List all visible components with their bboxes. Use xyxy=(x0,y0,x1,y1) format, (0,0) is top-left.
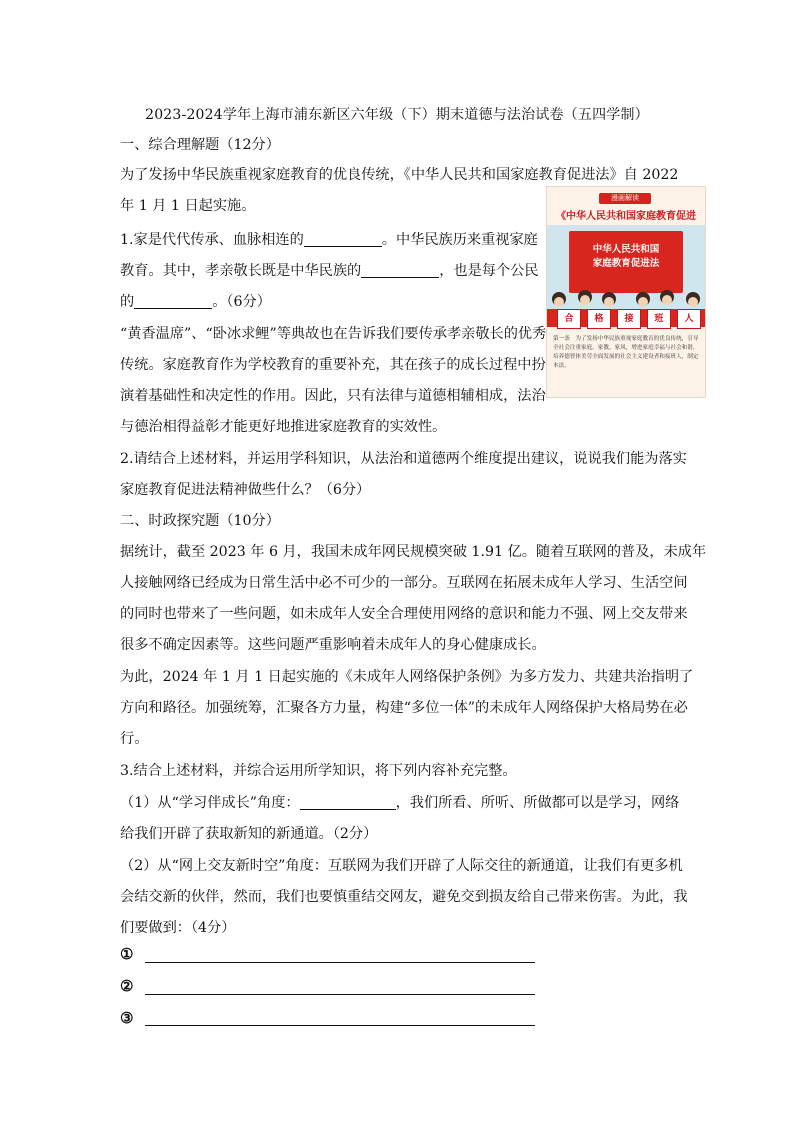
paragraph-line: 人接触网络已经成为日常生活中必不可少的一部分。互联网在拓展未成年人学习、生活空间 xyxy=(120,575,688,591)
paragraph-line: 很多不确定因素等。这些问题严重影响着未成年人的身心健康成长。 xyxy=(120,637,546,653)
flag-line-1: 中华人民共和国 xyxy=(592,244,660,255)
poster-plaque: 人 xyxy=(677,309,701,329)
poster-caption: 第一条 为了发扬中华民族重视家庭教育的优良传统，引导全社会注重家庭、家教、家风，增进家庭幸福与社会和谐，培养德智体美劳全面发展的社会主义建设者和接班人，制定本法。 xyxy=(553,336,699,369)
poster-title: 《中华人民共和国家庭教育促进 xyxy=(556,211,696,222)
paragraph-line: 演着基础性和决定性的作用。因此，只有法律与道德相辅相成，法治 xyxy=(120,388,546,404)
question-3-2-line: 会结交新的伙伴，然而，我们也要慎重结交网友，避免交到损友给自己带来伤害。为此，我 xyxy=(120,889,688,905)
paragraph-line: 年 1 月 1 日起实施。 xyxy=(120,198,256,214)
poster-plaque: 班 xyxy=(647,309,671,329)
question-1-line-2 xyxy=(120,260,539,280)
paragraph-line: 为此，2024 年 1 月 1 日起实施的《未成年人网络保护条例》为多方发力、共建共治指明了 xyxy=(120,669,694,685)
paragraph-line: 行。 xyxy=(120,731,149,747)
paragraph-line: 据统计，截至 2023 年 6 月，我国未成年网民规模突破 1.91 亿。随着互联网的普及，未成年 xyxy=(120,544,707,560)
answer-marker-2: ② xyxy=(120,977,134,995)
section-2-heading: 二、时政探究题（10分） xyxy=(120,513,280,529)
poster-plaque: 接 xyxy=(617,309,641,329)
question-2-line: 2.请结合上述材料，并运用学科知识，从法治和道德两个维度提出建议，说说我们能为落实 xyxy=(120,451,687,467)
answer-line-1[interactable] xyxy=(145,962,535,963)
answer-marker-1: ① xyxy=(120,945,134,963)
poster-plaque: 格 xyxy=(587,309,611,329)
answer-blank[interactable] xyxy=(304,232,382,247)
question-text: 。（6分） xyxy=(212,294,271,310)
question-text: 1.家是代代传承、血脉相连的 xyxy=(120,232,304,248)
question-3-1-line-2: 给我们开辟了获取新知的新通道。（2分） xyxy=(120,826,378,842)
question-text: 教育。其中，孝亲敬长既是中华民族的 xyxy=(120,263,362,279)
question-3-line: 3.结合上述材料，并综合运用所学知识，将下列内容补充完整。 xyxy=(120,763,517,779)
question-3-2-line: （2）从“网上交友新时空”角度：互联网为我们开辟了人际交往的新通道，让我们有更多机 xyxy=(120,858,683,874)
poster-flag-text xyxy=(569,243,683,271)
answer-line-2[interactable] xyxy=(145,994,535,995)
paragraph-line: “黄香温席”、“卧冰求鲤”等典故也在告诉我们要传承孝亲敬长的优秀 xyxy=(120,326,547,342)
exam-title: 2023-2024学年上海市浦东新区六年级（下）期末道德与法治试卷（五四学制） xyxy=(145,107,649,123)
question-text: ，也是每个公民 xyxy=(439,263,539,279)
question-2-line: 家庭教育促进法精神做些什么？（6分） xyxy=(120,482,371,498)
paragraph-line: 传统。家庭教育作为学校教育的重要补充，其在孩子的成长过程中扮 xyxy=(120,357,546,373)
paragraph-line: 的同时也带来了一些问题，如未成年人安全合理使用网络的意识和能力不强、网上交友带来 xyxy=(120,606,688,622)
paragraph-line: 方向和路径。加强统筹，汇聚各方力量，构建“多位一体”的未成年人网络保护大格局势在必 xyxy=(120,700,688,716)
question-text: 。中华民族历来重视家庭 xyxy=(381,232,538,248)
question-3-1-line-1 xyxy=(120,792,679,812)
answer-line-3[interactable] xyxy=(145,1025,535,1026)
question-text: ，我们所看、所听、所做都可以是学习，网络 xyxy=(395,795,680,811)
flag-line-2: 家庭教育促进法 xyxy=(592,258,660,269)
question-3-2-line: 们要做到：（4分） xyxy=(120,920,236,936)
answer-blank[interactable] xyxy=(134,294,212,309)
paragraph-line: 与德治相得益彰才能更好地推进家庭教育的实效性。 xyxy=(120,419,447,435)
paragraph-line: 为了发扬中华民族重视家庭教育的优良传统，《中华人民共和国家庭教育促进法》自 2022 xyxy=(120,167,679,183)
law-poster-image xyxy=(546,186,706,398)
answer-marker-3: ③ xyxy=(120,1009,134,1027)
poster-badge: 漫画解读 xyxy=(599,193,651,204)
answer-blank[interactable] xyxy=(361,263,439,278)
question-text: 的 xyxy=(120,294,135,310)
section-1-heading: 一、综合理解题（12分） xyxy=(120,137,280,153)
poster-plaque: 合 xyxy=(557,309,581,329)
answer-blank[interactable] xyxy=(300,795,396,810)
question-1-line-3 xyxy=(120,291,271,311)
question-text: （1）从“学习伴成长”角度： xyxy=(120,795,300,811)
question-1-line-1 xyxy=(120,229,538,249)
